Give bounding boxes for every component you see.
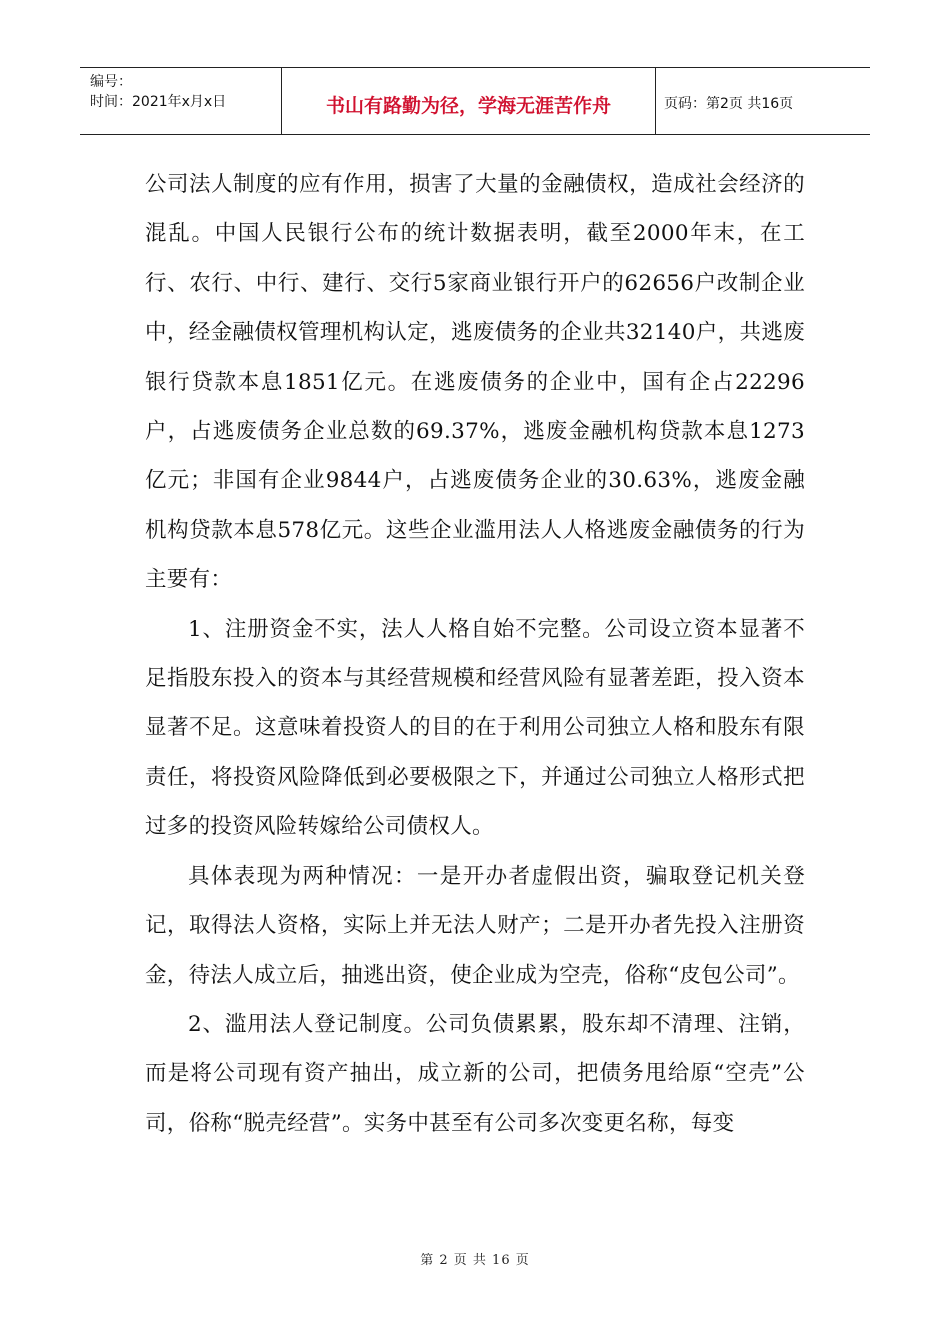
header-meta: [80, 68, 282, 134]
header-motto: 书山有路勤为径，学海无涯苦作舟: [282, 68, 656, 134]
page-footer: 第 2 页 共 16 页: [420, 1253, 530, 1268]
document-body: [145, 160, 805, 1148]
document-number-label: 编号：: [90, 74, 132, 90]
header-page-number: 页码：第2页 共16页: [664, 96, 794, 112]
body-paragraph-4: 2、滥用法人登记制度。公司负债累累，股东却不清理、注销，而是将公司现有资产抽出，成立新的公司，把债务甩给原“空壳”公司，俗称“脱壳经营”。实务中甚至有公司多次变更名称，每变: [145, 1011, 805, 1136]
body-paragraph-2: 1、注册资金不实，法人人格自始不完整。公司设立资本显著不足指股东投入的资本与其经营规模和经营风险有显著差距，投入资本显著不足。这意味着投资人的目的在于利用公司独立人格和股东有限责任，将投资风险降低到必要极限之下，并通过公司独立人格形式把过多的投资风险转嫁给公司债权人。: [145, 616, 805, 840]
document-time-label: 时间：2021年x月x日: [90, 94, 227, 110]
body-paragraph-1: 公司法人制度的应有作用，损害了大量的金融债权，造成社会经济的混乱。中国人民银行公布的统计数据表明，截至2000年末，在工行、农行、中行、建行、交行5家商业银行开户的62656户改制企业中，经金融债权管理机构认定，逃废债务的企业共32140户，共逃废银行贷款本息1851亿元。在逃废债务的企业中，国有企占22296户，占逃废债务企业总数的69.37%，逃废金融机构贷款本息1273亿元；非国有企业9844户，占逃废债务企业的30.63%，逃废金融机构贷款本息578亿元。这些企业滥用法人人格逃废金融债务的行为主要有：: [145, 172, 805, 593]
page-header: [80, 67, 870, 135]
body-paragraph-3: 具体表现为两种情况：一是开办者虚假出资，骗取登记机关登记，取得法人资格，实际上并无法人财产；二是开办者先投入注册资金，待法人成立后，抽逃出资，使企业成为空壳，俗称“皮包公司”。: [145, 863, 805, 988]
